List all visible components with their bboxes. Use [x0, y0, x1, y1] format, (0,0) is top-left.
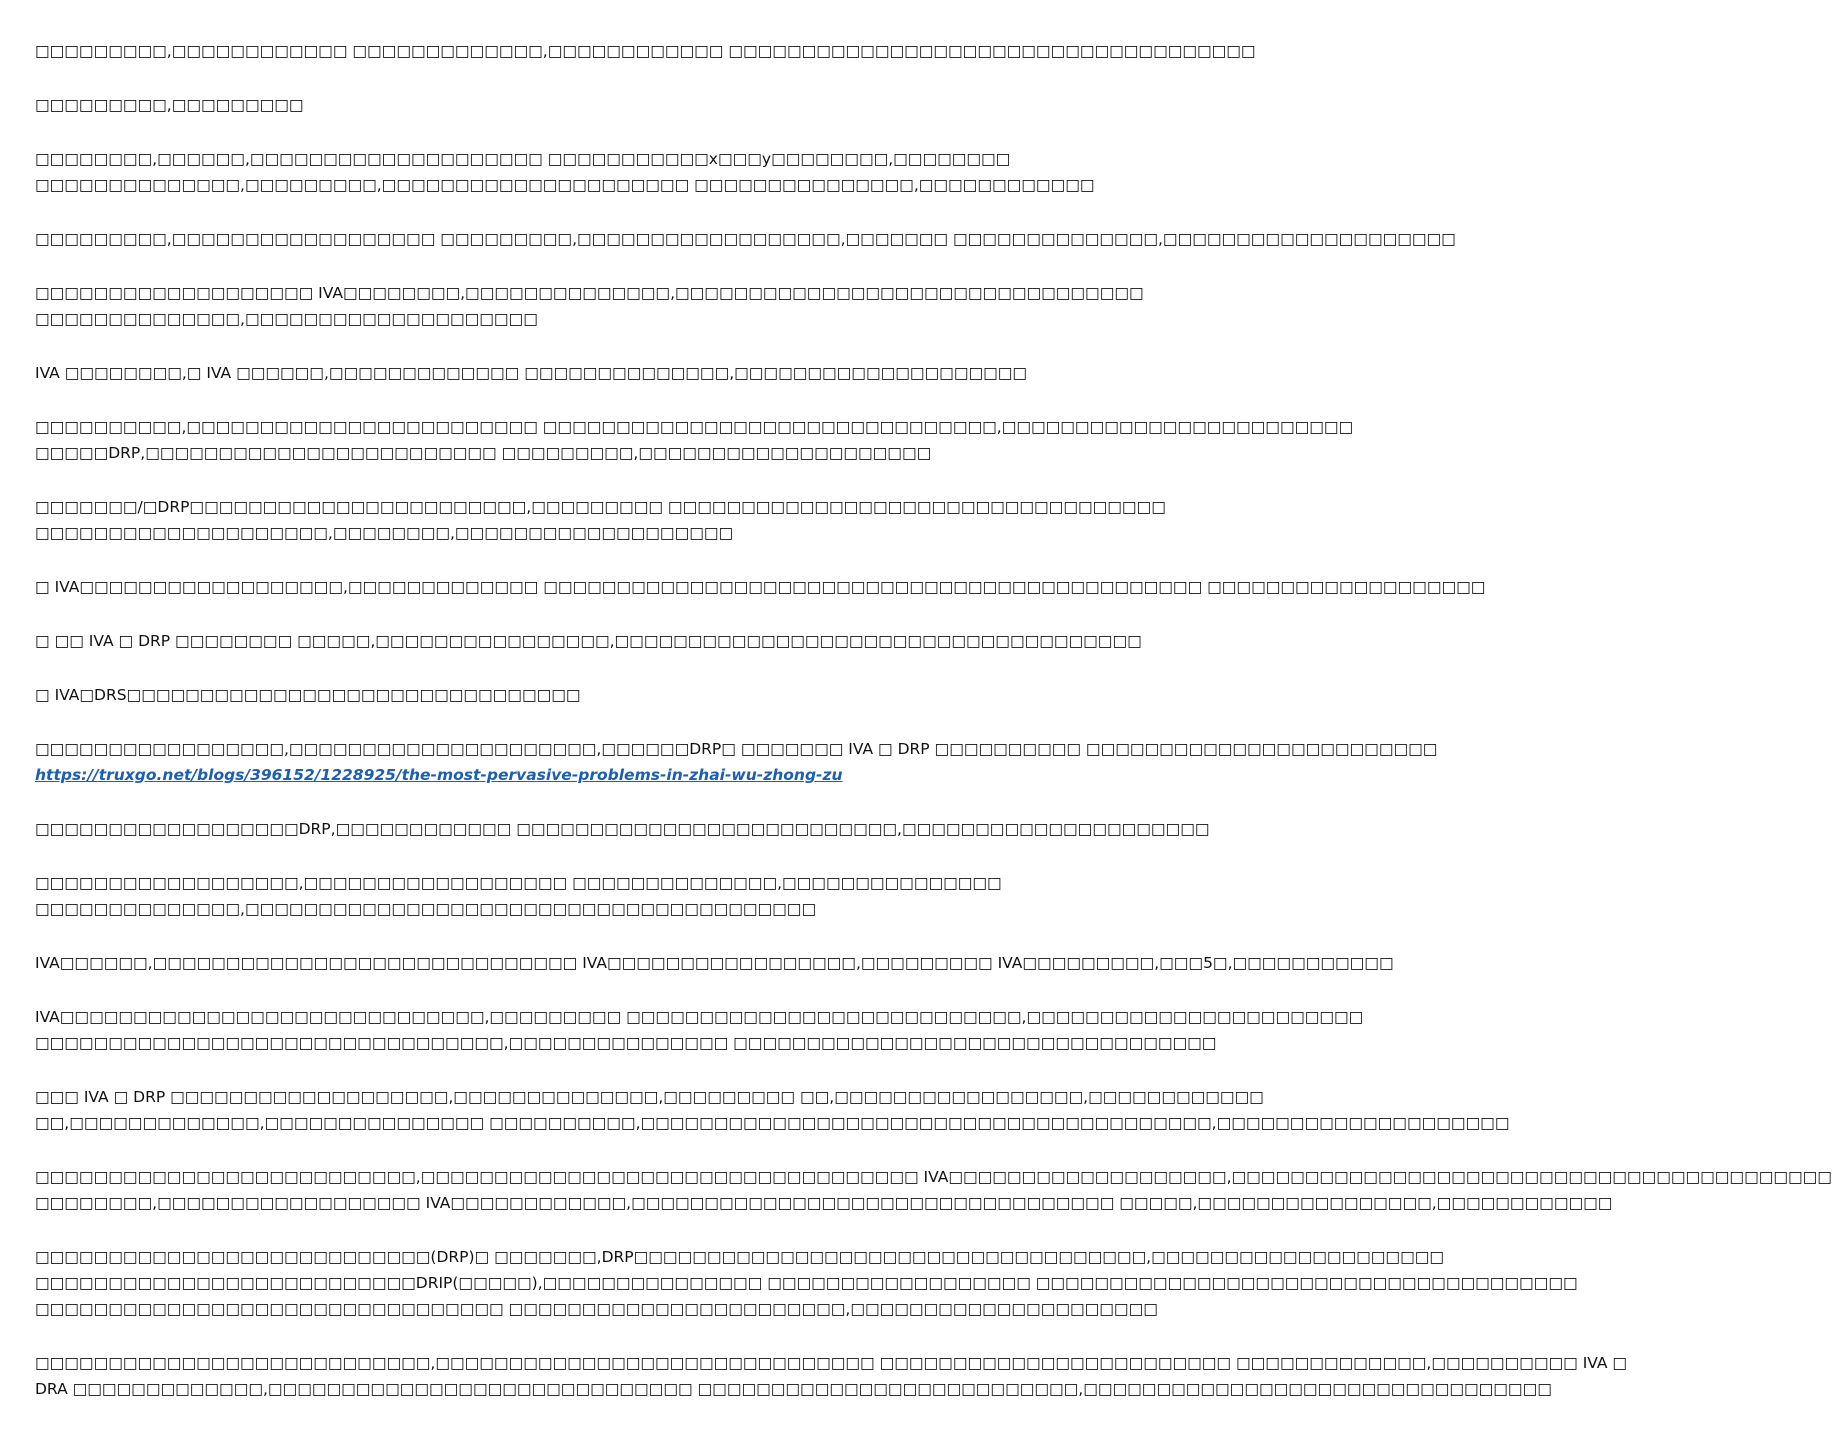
paragraph [35, 1164, 1832, 1216]
paragraph-line: □ IVA□□□□□□□□□□□□□□□□□□,□□□□□□□□□□□□□ □□□□□□□□□□□□□□□□□□□□□□□□□□□□□□□□□□□□□□□□□□□□□ □□□□□□□□□□□□□□□□□□□ [35, 578, 1486, 596]
paragraph-line: □□□□□□□□□□□□□□□□□□DRP,□□□□□□□□□□□□ □□□□□□□□□□□□□□□□□□□□□□□□□□,□□□□□□□□□□□□□□□□□□□□□ [35, 820, 1210, 838]
paragraph [35, 280, 1144, 332]
paragraph-line: IVA □□□□□□□□,□ IVA □□□□□□,□□□□□□□□□□□□□ □□□□□□□□□□□□□□,□□□□□□□□□□□□□□□□□□□□ [35, 364, 1028, 382]
paragraph [35, 92, 980, 118]
paragraph-line: □ □□ IVA □ DRP □□□□□□□□ □□□□□,□□□□□□□□□□□□□□□□,□□□□□□□□□□□□□□□□□□□□□□□□□□□□□□□□□□□□ [35, 632, 1142, 650]
paragraph-line: □□□□□□□□□,□□□□□□□□□□□□□□□□□□ □□□□□□□□□,□□□□□□□□□□□□□□□□□□,□□□□□□□ □□□□□□□□□□□□□□,□□□□□□□□□□□□□□□□□□□□ [35, 230, 1456, 248]
paragraph-line: □□□□□□□□□,□□□□□□□□□ [35, 96, 304, 114]
paragraph-line: □□□□□□□□□□□□□□□□□□□ IVA□□□□□□□□,□□□□□□□□□□□□□□,□□□□□□□□□□□□□□□□□□□□□□□□□□□□□□□□ [35, 284, 1144, 302]
paragraph-line: □□□□□□□□□□□□□□□□□□□□□□□□□□□□□□□□ □□□□□□□□□□□□□□□□□□□□□□□,□□□□□□□□□□□□□□□□□□□□□ [35, 1300, 1158, 1318]
paragraph-line: □□□□□□□□□□□□□□□□□□□□□□□□□□□,□□□□□□□□□□□□□□□□□□□□□□□□□□□□□□ □□□□□□□□□□□□□□□□□□□□□□□□ □□□□□□□□□□□□□,□□□□□□□□□□ IVA □ [35, 1354, 1628, 1372]
paragraph-line: □□□□□□□□□□□□□□□□□□□□□□□□□□□(DRP)□ □□□□□□□,DRP□□□□□□□□□□□□□□□□□□□□□□□□□□□□□□□□□□□,□□□□□□□□□□□□□□□□□□□□ [35, 1248, 1445, 1266]
paragraph-line: □□□□□□□□,□□□□□□□□□□□□□□□□□□ IVA□□□□□□□□□□□□,□□□□□□□□□□□□□□□□□□□□□□□□□□□□□□□□□ □□□□□,□□□□□□□□□□□□□□□□,□□□□□□□□□□□□ [35, 1194, 1613, 1212]
paragraph-line: □□□□□□□□□□□□□□,□□□□□□□□□□□□□□□□□□□□ [35, 310, 538, 328]
paragraph-line: □□□□□□□□□□□□□□□□□□,□□□□□□□□□□□□□□□□□□ □□□□□□□□□□□□□□,□□□□□□□□□□□□□□□ [35, 874, 1002, 892]
paragraph [35, 1244, 1578, 1322]
paragraph [35, 682, 980, 708]
paragraph [35, 494, 1166, 546]
paragraph-line: IVA□□□□□□,□□□□□□□□□□□□□□□□□□□□□□□□□□□□□ IVA□□□□□□□□□□□□□□□□□,□□□□□□□□□ IVA□□□□□□□□□,□□□5□,□□□□□□□□□□□ [35, 954, 1394, 972]
paragraph [35, 146, 1095, 198]
paragraph [35, 736, 1438, 788]
paragraph-line: □ IVA□DRS□□□□□□□□□□□□□□□□□□□□□□□□□□□□□□□ [35, 686, 581, 704]
paragraph [35, 628, 1142, 654]
paragraph [35, 38, 1256, 64]
paragraph-line: □□□ IVA □ DRP □□□□□□□□□□□□□□□□□□□,□□□□□□□□□□□□□□,□□□□□□□□□ □□,□□□□□□□□□□□□□□□□□,□□□□□□□□□□□□ [35, 1088, 1264, 1106]
paragraph-line: □□,□□□□□□□□□□□□□,□□□□□□□□□□□□□□□ □□□□□□□□□□,□□□□□□□□□□□□□□□□□□□□□□□□□□□□□□□□□□□□□□□,□□□□□□□□□□□□□□□□□□□□ [35, 1114, 1510, 1132]
paragraph [35, 1084, 1510, 1136]
paragraph-line: □□□□□□□/□DRP□□□□□□□□□□□□□□□□□□□□□□□,□□□□□□□□□ □□□□□□□□□□□□□□□□□□□□□□□□□□□□□□□□□□ [35, 498, 1166, 516]
paragraph [35, 816, 1210, 842]
paragraph-line: □□□□□□□□□□□□□□□□□□□□□□□□□□,□□□□□□□□□□□□□□□□□□□□□□□□□□□□□□□□□□ IVA□□□□□□□□□□□□□□□□□□□,□□□□□□□□□□□□□□□□□□□□□□□□□□□□□□□□□□□□□□□□□ [35, 1168, 1832, 1186]
paragraph-line: □□□□□□□□□□□□□□□□□□□□□□□□□□□□□□□□,□□□□□□□□□□□□□□□ □□□□□□□□□□□□□□□□□□□□□□□□□□□□□□□□□ [35, 1034, 1217, 1052]
paragraph [35, 360, 1028, 386]
paragraph-line: DRA □□□□□□□□□□□□□,□□□□□□□□□□□□□□□□□□□□□□□□□□□□□ □□□□□□□□□□□□□□□□□□□□□□□□□□,□□□□□□□□□□□□□□□□□□□□□□□□□□□□□□□□ [35, 1380, 1552, 1398]
paragraph [35, 950, 1394, 976]
paragraph [35, 870, 1002, 922]
paragraph-line: □□□□□□□□,□□□□□□,□□□□□□□□□□□□□□□□□□□□ □□□□□□□□□□□x□□□y□□□□□□□□,□□□□□□□□ [35, 150, 1011, 168]
paragraph [35, 226, 1456, 252]
paragraph-line: IVA□□□□□□□□□□□□□□□□□□□□□□□□□□□□□,□□□□□□□□□ □□□□□□□□□□□□□□□□□□□□□□□□□□□,□□□□□□□□□□□□□□□□□□□□□□□ [35, 1008, 1364, 1026]
paragraph-line: □□□□□□□□□□□□□□,□□□□□□□□□□□□□□□□□□□□□□□□□□□□□□□□□□□□□□□ [35, 900, 817, 918]
paragraph-line: □□□□□□□□□,□□□□□□□□□□□□ □□□□□□□□□□□□□,□□□□□□□□□□□□ □□□□□□□□□□□□□□□□□□□□□□□□□□□□□□□□□□□□ [35, 42, 1256, 60]
paragraph-line: □□□□□□□□□□□□□□□□□,□□□□□□□□□□□□□□□□□□□□□,□□□□□□DRP□ □□□□□□□ IVA □ DRP □□□□□□□□□□ □□□□□□□□□□□□□□□□□□□□□□□□ [35, 740, 1438, 758]
document-body [35, 38, 1832, 1430]
paragraph [35, 414, 1354, 466]
article-link[interactable]: https://truxgo.net/blogs/396152/1228925/the-most-pervasive-problems-in-zhai-wu-zhong-zu [35, 766, 843, 784]
paragraph-line: □□□□□DRP,□□□□□□□□□□□□□□□□□□□□□□□□ □□□□□□□□□,□□□□□□□□□□□□□□□□□□□□ [35, 444, 932, 462]
paragraph-line: □□□□□□□□□□□□□□□□□□□□□□□□□□DRIP(□□□□□),□□□□□□□□□□□□□□□ □□□□□□□□□□□□□□□□□□ □□□□□□□□□□□□□□□□□□□□□□□□□□□□□□□□□□□□□ [35, 1274, 1578, 1292]
paragraph [35, 574, 1486, 600]
paragraph-line: □□□□□□□□□□□□□□,□□□□□□□□□,□□□□□□□□□□□□□□□□□□□□□ □□□□□□□□□□□□□□□,□□□□□□□□□□□□ [35, 176, 1095, 194]
paragraph [35, 1004, 1364, 1056]
paragraph-line: □□□□□□□□□□,□□□□□□□□□□□□□□□□□□□□□□□□ □□□□□□□□□□□□□□□□□□□□□□□□□□□□□□□,□□□□□□□□□□□□□□□□□□□□□□□□ [35, 418, 1354, 436]
paragraph-line: □□□□□□□□□□□□□□□□□□□□,□□□□□□□□,□□□□□□□□□□□□□□□□□□□ [35, 524, 734, 542]
paragraph [35, 1350, 1628, 1402]
